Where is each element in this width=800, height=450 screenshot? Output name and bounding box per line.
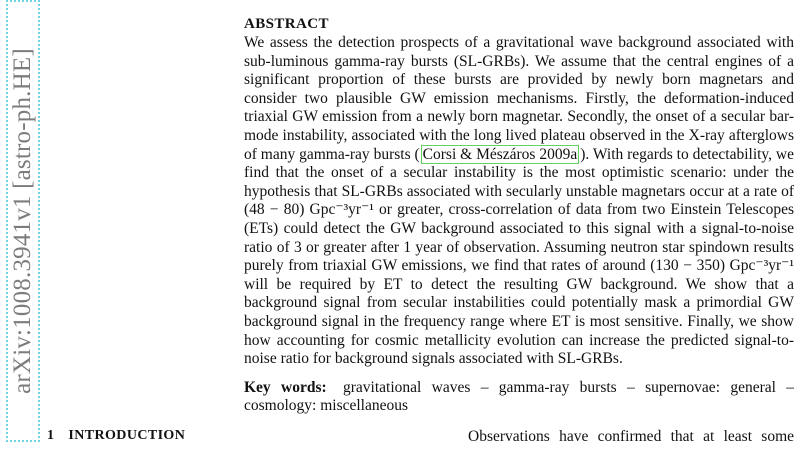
keywords-text: gravitational waves – gamma-ray bursts – supernovae: general – cosmology: miscellaneous: [244, 378, 795, 415]
citation-authors: Corsi & Mészáros: [422, 145, 536, 163]
arxiv-identifier-text: arXiv:1008.3941v1 [astro-ph.HE]: [9, 48, 36, 394]
abstract-heading: ABSTRACT: [244, 16, 329, 32]
citation-link-corsi-meszaros[interactable]: [421, 145, 580, 164]
abstract-text-part-2: ). With regards to detectability, we find that the onset of a secular instability is the most optimistic scenario: under the hypothesis that SL-GRBs associated with secularly unstable magnetars occur at a rate of (48 − 80) Gpc⁻³yr⁻¹ or greater, cross-correlation of data from two Einstein Telescopes (ETs) could detect the GW background associated to this signal with a signal-to-noise ratio of 3 or greater after 1 year of observation. Assuming neutron star spindown results purely from triaxial GW emissions, we find that rates of around (130 − 350) Gpc⁻³yr⁻¹ will be required by ET to detect the resulting GW background. We show that a background signal from secular instabilities could potentially mask a primordial GW background signal in the frequency range where ET is most sensitive. Finally, we show how accounting for cosmic metallicity evolution can increase the predicted signal-to-noise ratio for background signals associated with SL-GRBs.: [244, 145, 795, 368]
abstract-text-part-1: We assess the detection prospects of a gravitational wave background associated with sub-luminous gamma-ray bursts (SL-GRBs). We assume that the central engines of a significant proportion of these bursts are provided by newly born magnetars and consider two plausible GW emission mechanisms. Firstly, the deformation-induced triaxial GW emission from a newly born magnetar. Secondly, the onset of a secular bar-mode instability, associated with the long lived plateau observed in the X-ray afterglows of many gamma-ray bursts (: [244, 34, 794, 163]
citation-year: 2009a: [539, 145, 578, 163]
section-number: 1: [47, 428, 55, 443]
introduction-first-line: Observations have confirmed that at least some: [468, 428, 794, 445]
keywords-block: [244, 379, 794, 416]
abstract-section: [244, 15, 794, 416]
abstract-body: [244, 34, 794, 369]
arxiv-identifier-stamp: [6, 0, 40, 442]
keywords-label: Key words:: [244, 378, 327, 396]
introduction-heading: [47, 428, 185, 444]
section-title: INTRODUCTION: [68, 428, 186, 443]
